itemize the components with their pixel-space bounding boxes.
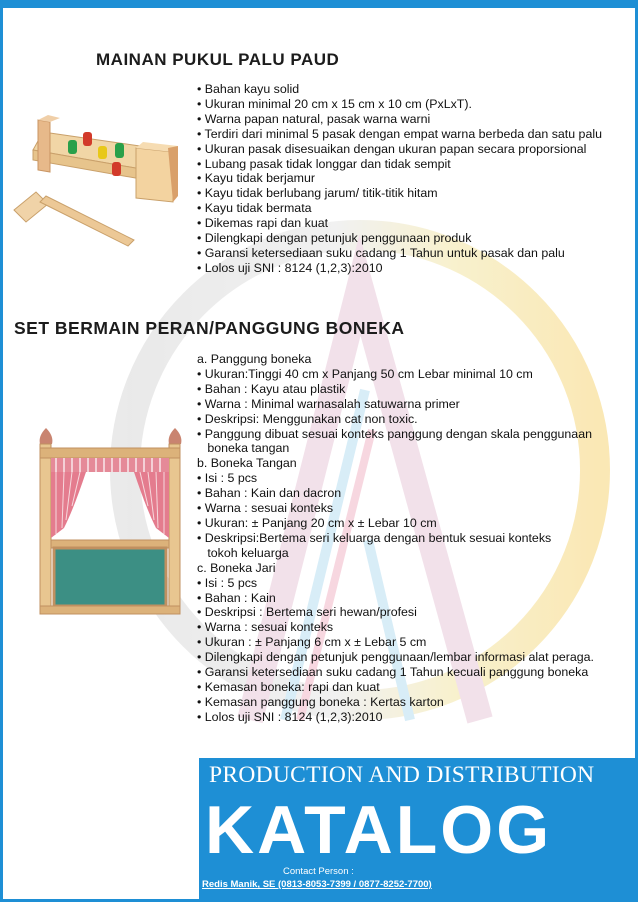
- list-item: • Ukuran : ± Panjang 6 cm x ± Lebar 5 cm: [197, 635, 427, 650]
- list-item: • Kayu tidak berjamur: [197, 171, 315, 186]
- list-item: • Deskripsi:Bertema seri keluarga dengan bentuk sesuai konteks: [197, 530, 552, 545]
- katalog-heading: KATALOG: [205, 792, 553, 868]
- contact-detail-link[interactable]: Redis Manik, SE (0813-8053-7399 / 0877-8252-7700): [202, 879, 432, 890]
- list-item: • Ukuran minimal 20 cm x 15 cm x 10 cm (PxLxT).: [197, 96, 472, 111]
- list-item: • Kemasan boneka: rapi dan kuat: [197, 679, 380, 694]
- list-item: • Lolos uji SNI : 8124 (1,2,3):2010: [197, 260, 383, 275]
- list-item: • Ukuran: ± Panjang 20 cm x ± Lebar 10 cm: [197, 515, 437, 530]
- list-item: • Ukuran:Tinggi 40 cm x Panjang 50 cm Lebar minimal 10 cm: [197, 366, 533, 381]
- list-item: • Panggung dibuat sesuai konteks panggung dengan skala penggunaan: [197, 426, 592, 441]
- list-item: • Kemasan panggung boneka : Kertas karton: [197, 694, 444, 709]
- list-item: • Isi : 5 pcs: [197, 575, 258, 590]
- list-item: b. Boneka Tangan: [197, 456, 297, 471]
- list-item: • Bahan : Kayu atau plastik: [197, 381, 346, 396]
- list-item: • Terdiri dari minimal 5 pasak dengan empat warna berbeda dan satu palu: [197, 126, 602, 141]
- list-item: • Kayu tidak bermata: [197, 201, 312, 216]
- list-item: boneka tangan: [197, 441, 290, 456]
- list-item: • Bahan : Kain dan dacron: [197, 486, 342, 501]
- list-item: • Deskripsi: Menggunakan cat non toxic.: [197, 411, 418, 426]
- section1-title: MAINAN PUKUL PALU PAUD: [96, 50, 340, 69]
- list-item: • Warna : sesuai konteks: [197, 620, 334, 635]
- list-item: • Bahan kayu solid: [197, 82, 300, 96]
- list-item: • Lolos uji SNI : 8124 (1,2,3):2010: [197, 709, 383, 724]
- list-item: a. Panggung boneka: [197, 352, 312, 366]
- list-item: • Dilengkapi dengan petunjuk penggunaan produk: [197, 231, 472, 246]
- list-item: • Isi : 5 pcs: [197, 471, 258, 486]
- list-item: • Dikemas rapi dan kuat: [197, 216, 329, 231]
- list-item: • Deskripsi : Bertema seri hewan/profesi: [197, 605, 417, 620]
- production-heading: PRODUCTION AND DISTRIBUTION: [209, 762, 595, 788]
- list-item: • Garansi ketersediaan suku cadang 1 Tahun untuk pasak dan palu: [197, 245, 565, 260]
- list-item: tokoh keluarga: [197, 545, 289, 560]
- contact-label: Contact Person :: [283, 866, 354, 877]
- list-item: • Ukuran pasak disesuaikan dengan ukuran papan secara proporsional: [197, 141, 587, 156]
- list-item: • Bahan : Kain: [197, 590, 276, 605]
- list-item: • Lubang pasak tidak longgar dan tidak sempit: [197, 156, 451, 171]
- section2-title: SET BERMAIN PERAN/PANGGUNG BONEKA: [14, 318, 405, 338]
- list-item: • Garansi ketersediaan suku cadang 1 Tahun kecuali panggung boneka: [197, 665, 589, 680]
- list-item: • Warna : sesuai konteks: [197, 501, 334, 516]
- list-item: c. Boneka Jari: [197, 560, 276, 575]
- list-item: • Warna papan natural, pasak warna warni: [197, 111, 431, 126]
- list-item: • Dilengkapi dengan petunjuk penggunaan/lembar informasi alat peraga.: [197, 650, 594, 665]
- list-item: • Kayu tidak berlubang jarum/ titik-titik hitam: [197, 186, 438, 201]
- list-item: • Warna : Minimal warnasalah satuwarna primer: [197, 396, 460, 411]
